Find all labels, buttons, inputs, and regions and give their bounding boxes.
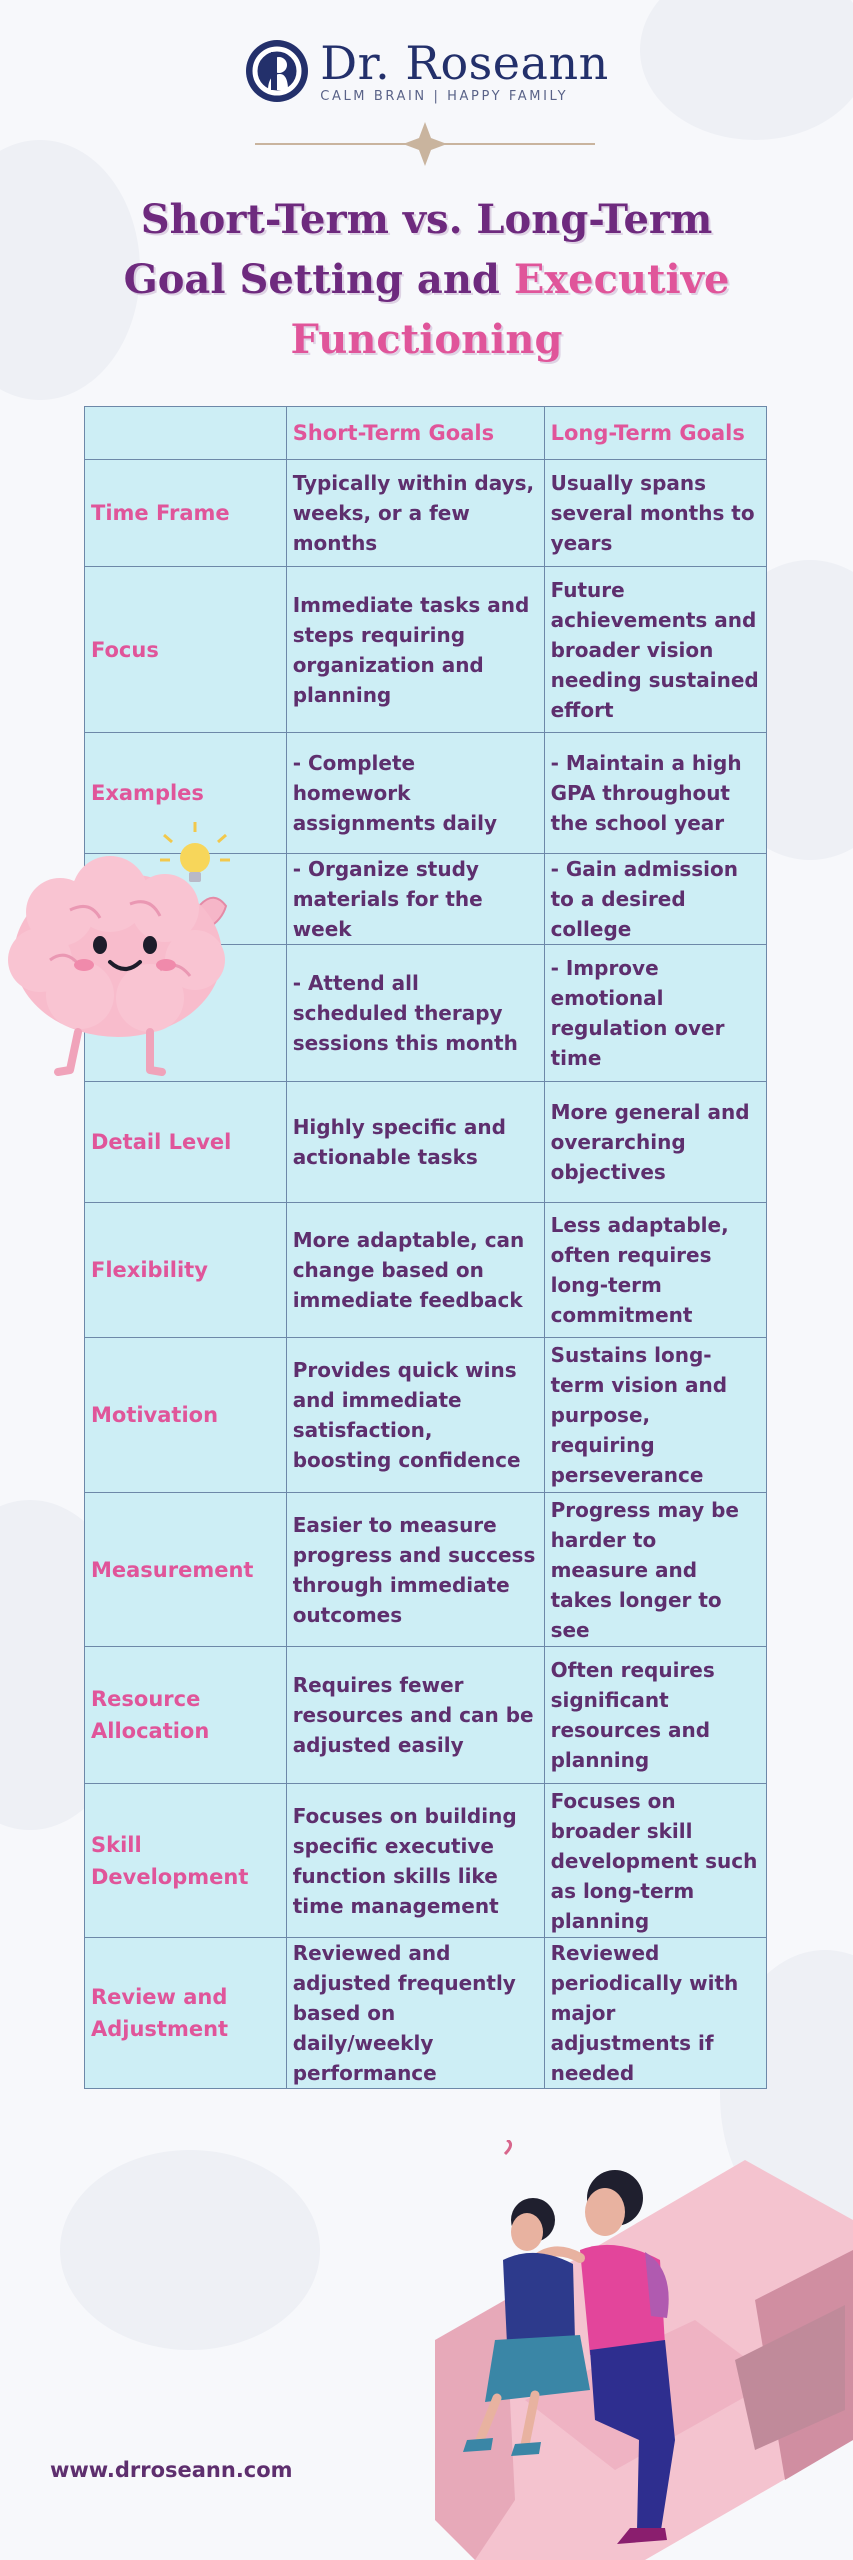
background-shape bbox=[60, 2150, 320, 2350]
row-long-term: Reviewed periodically with major adjustments if needed bbox=[544, 1938, 766, 2089]
logo-mark-icon bbox=[244, 38, 310, 104]
row-long-term: - Gain admission to a desired college bbox=[544, 854, 766, 945]
table-row bbox=[85, 1493, 767, 1647]
row-short-term: Easier to measure progress and success through immediate outcomes bbox=[286, 1493, 544, 1647]
table-header-cell bbox=[85, 407, 287, 460]
table-row bbox=[85, 1938, 767, 2089]
row-long-term: Less adaptable, often requires long-term commitment bbox=[544, 1203, 766, 1338]
row-short-term: - Organize study materials for the week bbox=[286, 854, 544, 945]
row-long-term: Sustains long-term vision and purpose, requiring perseverance bbox=[544, 1338, 766, 1493]
table-header-short-term: Short-Term Goals bbox=[286, 407, 544, 460]
row-label: Detail Level bbox=[85, 1082, 287, 1203]
row-short-term: Typically within days, weeks, or a few months bbox=[286, 460, 544, 567]
row-short-term: Highly specific and actionable tasks bbox=[286, 1082, 544, 1203]
row-short-term: Requires fewer resources and can be adjusted easily bbox=[286, 1647, 544, 1784]
row-long-term: Focuses on broader skill development such as long-term planning bbox=[544, 1784, 766, 1938]
row-long-term: More general and overarching objectives bbox=[544, 1082, 766, 1203]
row-label: Skill Development bbox=[85, 1784, 287, 1938]
row-long-term: Progress may be harder to measure and takes longer to see bbox=[544, 1493, 766, 1647]
row-label: Examples bbox=[85, 733, 287, 854]
row-label: Time Frame bbox=[85, 460, 287, 567]
table-row bbox=[85, 1203, 767, 1338]
row-long-term: - Maintain a high GPA throughout the school year bbox=[544, 733, 766, 854]
title-line-2-main: Goal Setting and bbox=[123, 256, 514, 303]
row-label: Resource Allocation bbox=[85, 1647, 287, 1784]
title-line-3: Functioning bbox=[290, 316, 563, 363]
page-title bbox=[60, 190, 793, 370]
row-long-term: Often requires significant resources and planning bbox=[544, 1647, 766, 1784]
brand-name: Dr. Roseann bbox=[320, 35, 609, 90]
row-short-term: Reviewed and adjusted frequently based on daily/weekly performance bbox=[286, 1938, 544, 2089]
title-line-2-accent: Executive bbox=[513, 256, 730, 303]
row-short-term: Focuses on building specific executive function skills like time management bbox=[286, 1784, 544, 1938]
brand-tagline: CALM BRAIN | HAPPY FAMILY bbox=[320, 88, 569, 104]
table-row bbox=[85, 460, 767, 567]
row-label: Focus bbox=[85, 567, 287, 733]
row-short-term: Provides quick wins and immediate satisfaction, boosting confidence bbox=[286, 1338, 544, 1493]
lightbulb-icon bbox=[160, 822, 230, 882]
website-link[interactable]: www.drroseann.com bbox=[50, 2458, 293, 2482]
row-label: Flexibility bbox=[85, 1203, 287, 1338]
table-row bbox=[85, 1784, 767, 1938]
row-label: Review and Adjustment bbox=[85, 1938, 287, 2089]
table-header-row bbox=[85, 407, 767, 460]
brain-character-icon bbox=[0, 820, 240, 1080]
title-line-1: Short-Term vs. Long-Term bbox=[140, 196, 713, 243]
table-row bbox=[85, 1647, 767, 1784]
row-long-term: - Improve emotional regulation over time bbox=[544, 945, 766, 1082]
brand-header bbox=[0, 35, 853, 104]
row-long-term: Future achievements and broader vision needing sustained effort bbox=[544, 567, 766, 733]
row-short-term: Immediate tasks and steps requiring organization and planning bbox=[286, 567, 544, 733]
mother-child-illustration bbox=[375, 2140, 853, 2560]
row-short-term: - Attend all scheduled therapy sessions this month bbox=[286, 945, 544, 1082]
title-line-2 bbox=[60, 250, 793, 310]
row-label: Measurement bbox=[85, 1493, 287, 1647]
comparison-table bbox=[84, 406, 767, 2089]
table-header-long-term: Long-Term Goals bbox=[544, 407, 766, 460]
table-row bbox=[85, 567, 767, 733]
row-short-term: More adaptable, can change based on immediate feedback bbox=[286, 1203, 544, 1338]
row-long-term: Usually spans several months to years bbox=[544, 460, 766, 567]
row-label: Motivation bbox=[85, 1338, 287, 1493]
table-row bbox=[85, 1338, 767, 1493]
table-row bbox=[85, 1082, 767, 1203]
row-short-term: - Complete homework assignments daily bbox=[286, 733, 544, 854]
sparkle-divider-icon bbox=[255, 122, 595, 166]
